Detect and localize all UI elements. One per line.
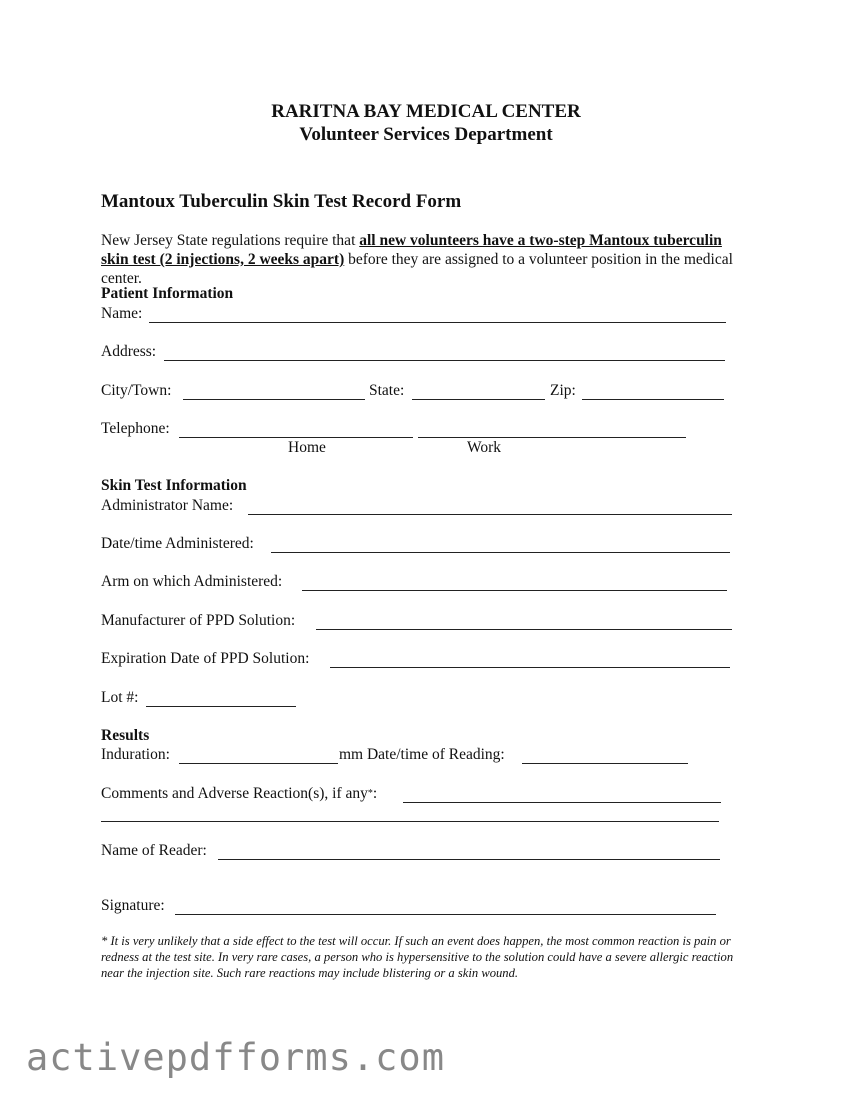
reading-datetime-label: mm Date/time of Reading: bbox=[339, 746, 505, 763]
comments-field-line-2[interactable] bbox=[101, 821, 719, 822]
administrator-label: Administrator Name: bbox=[101, 497, 234, 514]
arm-field[interactable] bbox=[302, 590, 727, 591]
expiration-field[interactable] bbox=[330, 667, 730, 668]
datetime-administered-field[interactable] bbox=[271, 552, 730, 553]
intro-emphasis: all new volunteers have a two-step Mantoux tuberculin skin test (2 injections, 2 weeks apart) bbox=[101, 232, 722, 268]
reader-field[interactable] bbox=[218, 859, 720, 860]
footnote: * It is very unlikely that a side effect to the test will occur. If such an event does happen, the most common reaction is pain or redness at the test site. In very rare cases, a person who is hypersensitive to the solution could have a severe allergic reaction near the injection site. Such rare reactions may include blistering or a skin wound. bbox=[101, 934, 734, 980]
comments-label bbox=[101, 785, 377, 803]
state-label: State: bbox=[369, 382, 405, 399]
comments-asterisk: * bbox=[367, 788, 373, 799]
expiration-label: Expiration Date of PPD Solution: bbox=[101, 650, 310, 667]
telephone-label: Telephone: bbox=[101, 420, 170, 437]
signature-field[interactable] bbox=[175, 914, 716, 915]
name-label: Name: bbox=[101, 305, 143, 322]
patient-info-heading: Patient Information bbox=[101, 285, 234, 302]
comments-colon: : bbox=[372, 785, 378, 802]
comments-label-text: Comments and Adverse Reaction(s), if any bbox=[101, 785, 368, 802]
manufacturer-label: Manufacturer of PPD Solution: bbox=[101, 612, 296, 629]
results-heading: Results bbox=[101, 727, 150, 744]
lot-label: Lot #: bbox=[101, 689, 139, 706]
intro-pre: New Jersey State regulations require that bbox=[101, 232, 356, 249]
skin-test-heading: Skin Test Information bbox=[101, 477, 247, 494]
form-title: Mantoux Tuberculin Skin Test Record Form bbox=[101, 191, 462, 212]
datetime-administered-label: Date/time Administered: bbox=[101, 535, 254, 552]
work-label: Work bbox=[467, 439, 502, 456]
home-phone-field[interactable] bbox=[179, 437, 413, 438]
lot-field[interactable] bbox=[146, 706, 296, 707]
manufacturer-field[interactable] bbox=[316, 629, 732, 630]
work-phone-field[interactable] bbox=[418, 437, 686, 438]
arm-label: Arm on which Administered: bbox=[101, 573, 283, 590]
department-name: Volunteer Services Department bbox=[299, 124, 553, 145]
name-field[interactable] bbox=[149, 322, 726, 323]
reader-label: Name of Reader: bbox=[101, 842, 207, 859]
state-field[interactable] bbox=[412, 399, 545, 400]
city-field[interactable] bbox=[183, 399, 365, 400]
signature-label: Signature: bbox=[101, 897, 165, 914]
address-field[interactable] bbox=[164, 360, 725, 361]
comments-field[interactable] bbox=[403, 802, 721, 803]
reading-datetime-field[interactable] bbox=[522, 763, 688, 764]
home-label: Home bbox=[288, 439, 326, 456]
intro-paragraph bbox=[101, 231, 751, 288]
watermark: activepdfforms.com bbox=[26, 1036, 445, 1079]
zip-label: Zip: bbox=[550, 382, 576, 399]
intro-post: before they are assigned to a volunteer position in the medical center. bbox=[101, 251, 733, 287]
city-label: City/Town: bbox=[101, 382, 172, 399]
induration-field[interactable] bbox=[179, 763, 338, 764]
administrator-field[interactable] bbox=[248, 514, 732, 515]
induration-label: Induration: bbox=[101, 746, 170, 763]
org-name: RARITNA BAY MEDICAL CENTER bbox=[271, 101, 581, 122]
zip-field[interactable] bbox=[582, 399, 724, 400]
address-label: Address: bbox=[101, 343, 157, 360]
